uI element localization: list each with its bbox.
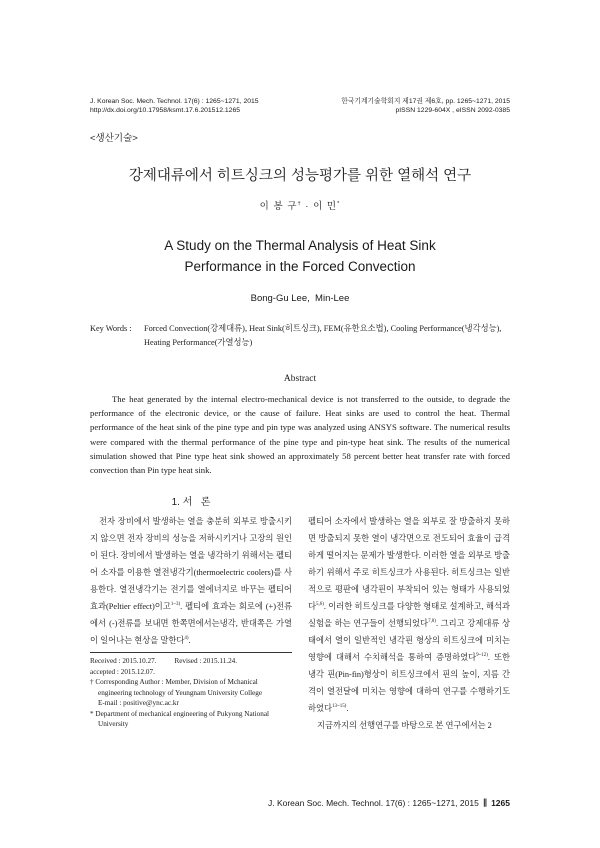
issn-info: pISSN 1229-604X , eISSN 2092-0385: [395, 107, 510, 114]
paragraph-text: . 이러한 히트싱크를 다양한 형태로 설계하고, 해석과 실험을 하는 연구들이 선행되었다: [308, 602, 510, 628]
title-english-line-2: Performance in the Forced Convection: [184, 259, 416, 274]
journal-citation: J. Korean Soc. Mech. Technol. 17(6) : 1265~1271, 2015: [90, 98, 259, 105]
author-email: E-mail : positive@ync.ac.kr: [98, 699, 179, 707]
title-english: [0, 235, 600, 277]
author-1-mark: †: [297, 200, 302, 207]
footnote-divider: [90, 652, 292, 653]
received-dates: Received : 2015.10.27. Revised : 2015.11.24.: [90, 657, 238, 665]
author-separator: ·: [301, 201, 314, 212]
intro-paragraph-2: 지금까지의 선행연구를 바탕으로 본 연구에서는 2: [317, 721, 492, 730]
header-left: [90, 97, 259, 115]
intro-paragraph-1-continued: [308, 513, 510, 717]
citation-ref: 5,6): [316, 602, 324, 608]
footnotes: [90, 656, 292, 730]
page-footer: [268, 797, 510, 808]
paragraph-text: . 그리고 강제대류 상태에서 열이 일반적인 냉각핀 형상의 히트싱크에 미치는 영향에 대해서 수치해석을 통하여 증명하였다: [308, 619, 511, 662]
category-label: <생산기술>: [90, 133, 138, 144]
author-2-mark: *: [337, 200, 341, 207]
footer-citation: J. Korean Soc. Mech. Technol. 17(6) : 1265~1271, 2015: [267, 797, 479, 808]
doi-link[interactable]: http://dx.doi.org/10.17958/ksmt.17.6.201512.1265: [90, 107, 241, 114]
author-1: 이 봉 구: [259, 201, 298, 212]
authors-english: Bong-Gu Lee, Min-Lee: [250, 293, 350, 304]
paragraph-text: 전자 장비에서 발생하는 열을 충분히 외부로 방출시키지 않으면 전자 장비의 성능을 저하시키거나 고장의 원인이 된다. 장비에서 발생하는 열을 냉각하기 위해서는 펠티어 소자를 이용한 열전냉각기(thermoelectric coolers)를 사용한다. 열전냉각기는 전기를 열에너지로 바꾸는 펠티어 효과(Peltier effect)이고: [90, 517, 292, 611]
paragraph-text: .: [346, 704, 349, 713]
keywords-text: Forced Convection(강제대류), Heat Sink(히트싱크), FEM(유한요소법), Cooling Performance(냉각성능), Heating Performance(가열성능): [144, 324, 502, 347]
paragraph-text: . 또한 냉각 핀(Pin-fin)형상이 히트싱크에서 핀의 높이, 지름 간격이 열전달에 미치는 영향에 대하여 연구를 수행하기도 하였다: [308, 653, 510, 713]
abstract-heading: Abstract: [283, 374, 317, 384]
abstract-text: The heat generated by the internal electro-mechanical device is not transferred to the outside, to degrade the performance of the electronic device, or the cause of failure. Heat sinks are used to control the heat. Thermal performance of the heat sink of the pine type and pin type was analyzed using ANSYS software. The numerical results were compared with the thermal performance of the pine type and pin-type heat sink. The results of the numerical simulation showed that Pine type heat sink showed an approximately 58 percent better heat transfer rate with forced convection than Pin type heat sink.: [90, 394, 510, 476]
title-english-line-1: A Study on the Thermal Analysis of Heat Sink: [164, 238, 436, 253]
journal-citation-korean: 한국기계기술학회지 제17권 제6호, pp. 1265~1271, 2015: [341, 98, 510, 105]
paragraph-text: .: [188, 636, 191, 645]
keywords-label: Key Words :: [90, 324, 132, 333]
page-number: 1265: [491, 797, 510, 808]
citation-ref: 4): [184, 636, 189, 642]
section-heading-introduction: 1. 서 론: [171, 497, 211, 508]
header-right: [341, 97, 510, 115]
paragraph-text: . 펠티에 효과는 회로에 (+)전류에서 (-)전류를 보내면 한쪽면에서는냉각, 반대쪽은 가열이 일어나는 현상을 말한다: [90, 602, 292, 645]
paragraph-text: 펠티어 소자에서 발생하는 열을 외부로 잘 방출하지 못하면 방출되지 못한 열이 냉각면으로 전도되어 효율이 급격하게 떨어지는 문제가 발생한다. 이러한 열을 외부로 방출하기 위해서 주로 히트싱크가 사용된다. 히트싱크는 일반적으로 평판에 냉각핀이 부착되어 있는 형태가 사용되었다: [308, 517, 510, 611]
footer-separator: ∥: [482, 797, 488, 807]
citation-ref: 1~3): [170, 602, 181, 608]
authors-korean: [0, 198, 600, 212]
intro-paragraph-1: [90, 513, 292, 649]
citation-ref: 7,8): [428, 619, 436, 625]
corresponding-author-note: † Corresponding Author : Member, Division of Mchanical engineering technology of Yeungnam University College: [90, 678, 263, 697]
author-2: 이 민: [313, 201, 338, 212]
accepted-date: accepted : 2015.12.07.: [90, 667, 155, 676]
keywords: [90, 322, 510, 350]
right-column: [308, 513, 510, 734]
left-column: [90, 513, 292, 730]
title-korean: 강제대류에서 히트싱크의 성능평가를 위한 열해석 연구: [128, 168, 472, 184]
citation-ref: 13~15): [332, 704, 347, 710]
coauthor-affiliation-note: * Department of mechanical engineering of Pukyong National University: [90, 709, 270, 728]
citation-ref: 9~12): [476, 653, 488, 659]
